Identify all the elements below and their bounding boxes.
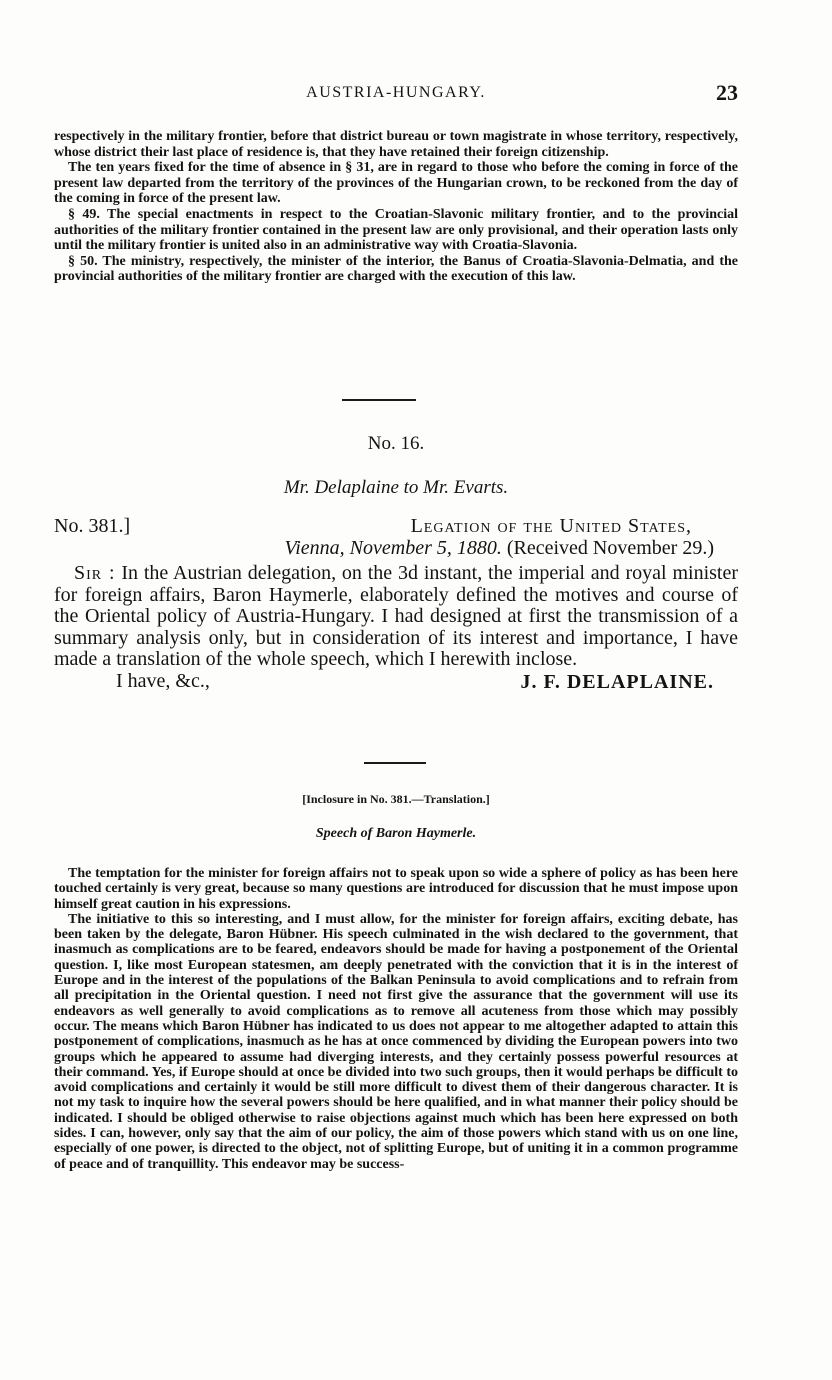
letter-body: In the Austrian delegation, on the 3d instant, the imperial and royal minister for foreign affairs, Baron Haymerle, elaborately defined the motives and course of the Oriental policy of Austria-Hungary. I had designed at first the transmission of a summary analysis only, but in consideration of its interest and importance, I have made a translation of the whole speech, which I herewith inclose. — [54, 562, 738, 670]
section-divider — [342, 399, 416, 401]
law-paragraph: § 49. The special enactments in respect to the Croatian-Slavonic military frontier, and to the provincial authorities of the military frontier contained in the present law are only provisional, and their operation lasts only until the military frontier is united also in an administrative way with Croatia-Slavonia. — [54, 206, 738, 254]
speech-paragraph: The temptation for the minister for foreign affairs not to speak upon so wide a sphere of policy as has been here touched certainly is very great, because so many questions are introduced for discussion that he must impose upon himself great caution in his expressions. — [54, 866, 738, 912]
document-title: Mr. Delaplaine to Mr. Evarts. — [283, 477, 509, 498]
letter — [54, 516, 738, 694]
law-paragraph: The ten years fixed for the time of absence in § 31, are in regard to those who before the coming in force of the present law departed from the territory of the provinces of the Hungarian crown, to be reckoned from the day of the coming in force of the present law. — [54, 160, 738, 207]
speech-section — [54, 866, 738, 1172]
law-text-section — [54, 129, 738, 285]
place-date: Vienna, November 5, 1880. — [284, 537, 502, 559]
enclosure-label: [Inclosure in No. 381.—Translation.] — [302, 792, 490, 806]
speech-paragraph: The initiative to this so interesting, and I must allow, for the minister for foreign affairs, exciting debate, has been taken by the delegate, Baron Hübner. His speech culminated in the wish declared to the government, that inasmuch as complications are to be feared, endeavors should be made for having a postponement of the Oriental question. I, like most European statesmen, am deeply penetrated with the conviction that it is in the interest of Europe and in the interest of the populations of the Balkan Peninsula to avoid complications and to refrain from all precipitation in the Oriental question. I need not first give the assurance that the government will use its endeavors as well generally to avoid complications as to remove all acuteness from those which may possibly occur. The means which Baron Hübner has indicated to us does not appear to me altogether adapted to attain this postponement of complications, inasmuch as he has at once commenced by dividing the European powers into two groups which he appeared to assume had diverging interests, and they certainly possess powerful resources at their command. Yes, if Europe should at once be divided into two such groups, then it would perhaps be difficult to avoid complications and certainly it would be still more difficult to divest them of their dangerous character. It is not my task to inquire how the several powers should be here qualified, and in what manner their policy should be indicated. I should be obliged otherwise to raise objections against much which has been here expressed on both sides. I can, however, only say that the aim of our policy, the aim of those powers which stand with us on one line, especially of one power, is directed to the object, not of splitting Europe, but of uniting it in a common programme of peace and of tranquillity. This endeavor may be success- — [54, 911, 738, 1172]
header-title: AUSTRIA-HUNGARY. — [306, 84, 486, 101]
section-divider — [364, 762, 426, 764]
running-header — [54, 80, 738, 110]
received-date: (Received November 29.) — [506, 537, 714, 559]
legation-line: Legation of the United States, — [410, 515, 692, 537]
closing: I have, &c., — [116, 669, 210, 692]
page-number: 23 — [716, 80, 738, 105]
salutation: Sir : — [74, 562, 116, 584]
signature: J. F. DELAPLAINE. — [520, 671, 714, 693]
law-paragraph: respectively in the military frontier, before that district bureau or town magistrate in whose territory, respectively, whose district their last place of residence is, that they have retained their foreign citizenship. — [54, 129, 738, 160]
speech-title: Speech of Baron Haymerle. — [315, 826, 477, 841]
law-paragraph: § 50. The ministry, respectively, the minister of the interior, the Banus of Croatia-Slavonia-Delmatia, and the provincial authorities of the military frontier are charged with the execution of this law. — [54, 253, 738, 285]
document-number: No. 16. — [367, 433, 425, 454]
dispatch-number: No. 381.] — [54, 515, 131, 537]
